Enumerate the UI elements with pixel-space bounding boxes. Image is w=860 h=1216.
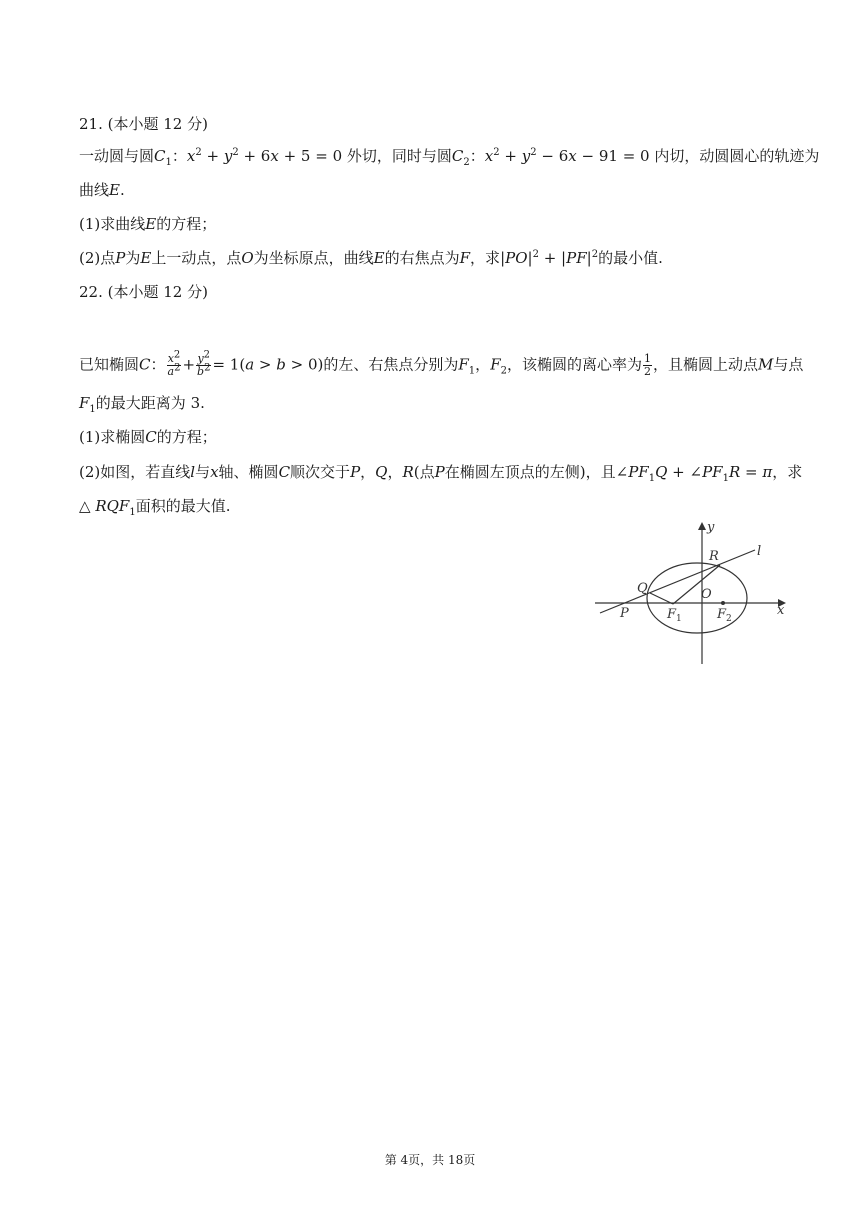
q21-intro-line2: 曲线E. <box>79 181 125 199</box>
q22-part2-line1: (2)如图，若直线l与x轴、椭圆C顺次交于P，Q，R(点P在椭圆左顶点的左侧)，且$\angle PF_1Q$ + $\angle PF_1R = \pi$，求 <box>79 463 803 484</box>
q22-header: 22. (本小题 12 分) <box>79 283 208 301</box>
label-p: P <box>620 606 629 621</box>
label-o: O <box>701 587 712 602</box>
segment-qf1 <box>650 593 673 604</box>
q22-part2-line2: △ $RQF_1$面积的最大值. <box>79 497 231 518</box>
label-l: l <box>757 544 762 559</box>
label-q: Q <box>637 581 648 596</box>
label-f1: $F_1$ <box>667 607 682 624</box>
label-r: R <box>709 549 719 564</box>
q21-header: 21. (本小题 12 分) <box>79 115 208 133</box>
segment-rf1 <box>673 565 720 604</box>
q21-part1: (1)求曲线E的方程； <box>79 215 217 233</box>
page-footer: 第 4页，共 18页 <box>384 1153 476 1167</box>
label-x: x <box>777 603 785 618</box>
ellipse-figure <box>590 518 790 670</box>
q22-intro-line2: $F_1$的最大距离为 3. <box>79 394 205 415</box>
q22-intro-line1: 已知椭圆C： $\frac{x^2}{a^2}$ + $\frac{y^2}{b^2}$ = 1(a > b > 0)的左、右焦点分别为$F_1$，$F_2$，该椭圆的离心率为 $\frac{1}{2}$ ，且椭圆上动点M与点 <box>79 349 804 378</box>
label-f2: $F_2$ <box>717 607 732 624</box>
q22-part1: (1)求椭圆C的方程； <box>79 428 217 446</box>
label-y: y <box>707 520 715 535</box>
q21-intro-line1: 一动圆与圆$C_1$：$x^2 + y^2 + 6x + 5 = 0$ 外切，同时与圆$C_2$：$x^2 + y^2 - 6x - 91 = 0$ 内切，动圆圆心的轨迹为 <box>79 147 820 168</box>
q21-part2: (2)点P为E上一动点，点O为坐标原点，曲线E的右焦点为F，求$|PO|^2 + |PF|^2$的最小值. <box>79 249 663 267</box>
y-axis-arrow <box>698 522 706 530</box>
point-f2 <box>721 601 725 605</box>
